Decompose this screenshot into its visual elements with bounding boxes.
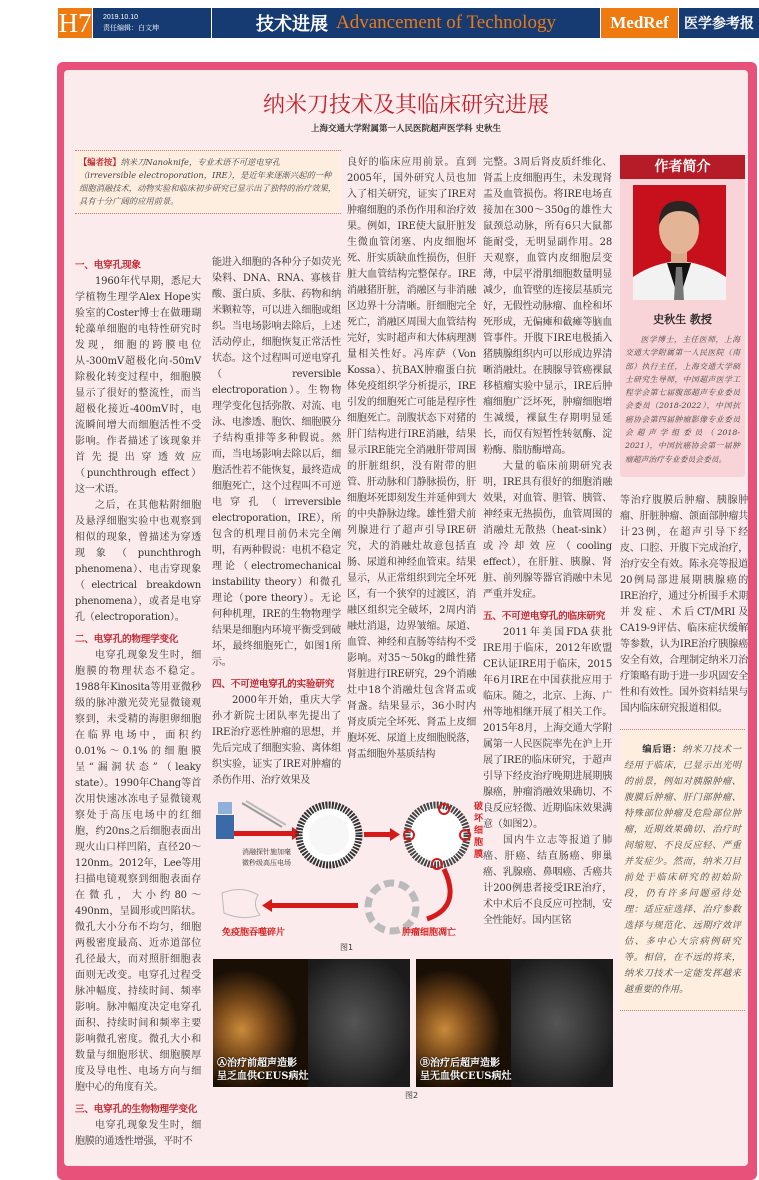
probe-label-line-1: 消融探针施加毫	[242, 848, 291, 856]
author-photo	[633, 185, 726, 300]
before-label-line-2: 呈乏血供CEUS病灶	[217, 1071, 309, 1082]
figure-1	[212, 797, 488, 955]
intact-cell-icon	[299, 805, 359, 865]
afterword	[620, 729, 745, 1011]
issue-date: 2019.10.10	[103, 14, 139, 21]
article-byline: 上海交通大学附属第一人民医院超声医学科 史秋生	[311, 124, 501, 134]
figure-2	[213, 959, 613, 1087]
editor-note-label: 【编者按】	[79, 157, 121, 167]
paragraph: 电穿孔现象发生时，细胞膜的物理状态不稳定。1988年Kinosita等用亚微秒级的脉冲激光荧光显微镜观察到，未受精的海胆卵细胞在临界电场中，面积约0.01%～0.1%的细胞膜呈“漏洞状态”（leaky state）。1990年Chang等首次用快速冰冻电子显微镜观察处于高压电场中的红细胞，约20ns之后细胞表面出现火山口样凹陷，直径20～120nm。2012年，Lee等用扫描电镜观察到细胞表面存在微孔，大小约80～490nm，呈圆形或凹陷状。微孔大小分布不均匀，细胞两极密度最高、近赤道部位孔径最大，而对照肝细胞表面则无改变。电穿孔过程受脉冲幅度、持续时间、频率影响。脉冲幅度决定电穿孔面积、持续时间和频率主要影响微孔密度。微孔大小和数量与细胞形状、细胞膜厚度及导电性、电场方向与细胞中心的角度有关。	[75, 650, 201, 1093]
ultrasound-machine-icon	[216, 802, 234, 839]
brand-logo: MedRef	[601, 8, 678, 38]
paragraph: 大量的临床前期研究表明，IRE具有很好的细胞消融效果，对血管、胆管、胰管、神经束无热损伤，血管周围的消融灶无散热（heat-sink）或冷却效应（cooling effect），在肝脏、胰腺、肾脏、前列腺等器官消融中未见严重并发症。	[483, 461, 612, 600]
paragraph: 等治疗腹膜后肿瘤、胰腺肿瘤、肝脏肿瘤、颌面部肿瘤共计23例，在超声引导下经皮、口腔、开腹下完成治疗，治疗安全有效。陈永亮等报道20例局部进展期胰腺癌的IRE治疗，通过分析围手术期并发症、术后CT/MRI及CA19-9评估、临床症状缓解等参数，认为IRE治疗胰腺癌安全有效，合理制定纳米刀治疗策略有助于进一步巩固安全性和有效性。国外资料结果与国内临床研究报道相似。	[620, 495, 748, 714]
section-title-cn: 技术进展	[256, 14, 329, 35]
article-title: 纳米刀技术及其临床研究进展	[262, 93, 549, 118]
column-1	[75, 258, 201, 1150]
ultrasound-image-before	[213, 959, 410, 1087]
issue-meta	[93, 8, 211, 38]
arrow-icon	[262, 899, 358, 912]
paragraph: 完整。3周后肾皮质纤维化、肾盂上皮细胞再生，未发现肾盂及血管损伤。将IRE电场直接加在300～350g的雄性大鼠颈总动脉，所有6只大鼠都能耐受，无明显副作用。28天观察，血管内皮细胞层变薄，中层平滑肌细胞数量明显减少，血管壁的连接层基质完好，无假性动脉瘤、血栓和坏死形成，无偏瘫和截瘫等脑血管事件。开腹下IRE电极插入猪胰腺组织内可以形成边界清晰消融灶。在胰腺导管癌裸鼠移植瘤实验中显示，IRE后肿瘤细胞广泛坏死，肿瘤细胞增生减缓，裸鼠生存期明显延长，而仅有短暂性转氨酶、淀粉酶、脂肪酶增高。	[483, 157, 612, 456]
paragraph: 良好的临床应用前景。直到2005年，国外研究人员也加入了相关研究，证实了IRE对肿瘤细胞的杀伤作用和治疗效果。例如，IRE使大鼠肝脏发生微血管闭塞、内皮细胞坏死、肝实质缺血性损伤，但肝脏大血管结构完整保存。IRE消融猪肝脏，消融区与非消融区边界十分清晰。肝细胞完全死亡，消融区周围大血管结构完好，实时超声和大体病理测量相关性好。冯库萨（Von Kossa）、抗BAX肿瘤蛋白抗体免疫组织学分析提示，IRE引发的细胞死亡可能是程序性细胞死亡。剖腹状态下对猪的肝门结构进行IRE消融，结果显示IRE能完全消融肝带周围的肝脏组织，没有附带的胆管、肝动脉和门静脉损伤，肝细胞坏死即刻发生并延伸到大的中央静脉边缘。雄性猎犬前列腺进行了超声引导IRE研究，犬的消融灶故意包括直肠、尿道和神经血管束。结果显示，从正常组织到完全坏死区，有一个狭窄的过渡区，消融区组织完全破坏，2周内消融灶消退，边界皱缩。尿道、血管、神经和直肠等结构不受影响。对35～50kg的雌性猪肾脏进行IRE研究，29个消融灶中18个消融灶包含肾盂或肾盏。结果显示，36小时内肾皮质完全坏死、肾盂上皮细胞坏死、尿道上皮细胞脱落，肾盂细胞外基质结构	[347, 157, 476, 760]
author-portrait-icon	[633, 185, 726, 300]
author-bio: 医学博士，主任医师，上海交通大学附属第一人民医院（南部）执行主任，上海交通大学硕士研究生导师，中国超声医学工程学会第七届腹部超声专业委员会委员（2018-2022），中国抗癌协会第四届肿瘤影像专业委员会超声学组委员（2018-2021），中国抗癌协会第一届肿瘤超声治疗专业委员会委员。	[625, 335, 740, 464]
afterword-label: 编后语：	[642, 744, 683, 755]
arrow-icon	[364, 828, 400, 841]
paragraph: 2011年美国FDA获批IRE用于临床，2012年欧盟CE认证IRE用于临床，2015年6月IRE在中国获批应用于临床。随之，北京、上海、广州等地相继开展了相关工作。2015年8月，上海交通大学附属第一人民医院率先在沪上开展了IRE的临床研究，于超声引导下经皮治疗晚期进展期胰腺癌，肿瘤消融效果确切、不良反应轻微、近期临床效果满意（如图2）。	[483, 627, 612, 830]
author-name: 史秋生 教授	[653, 313, 712, 326]
figure-1-caption: 图1	[340, 943, 354, 952]
probe-needles-icon	[242, 801, 286, 827]
figure-2-caption: 图2	[405, 1091, 419, 1100]
afterword-text: 纳米刀技术一经用于临床，已显示出光明的前景，例如对胰腺肿瘤、腹膜后肿瘤、肝门部肿瘤、特殊部位肿瘤及危险部位肿瘤，近期效果确切、治疗时间缩短、不良反应轻、严重并发症少。然而，纳米刀目前处于临床研究的初始阶段，仍有许多问题亟待处理：适应症选择、治疗参数选择与规范化、远期疗效评估、多中心大宗病例研究等。相信，在不远的将来，纳米刀技术一定能发挥越来越重要的作用。	[624, 744, 742, 995]
after-label-line-1: Ⓑ治疗后超声造影	[420, 1058, 500, 1069]
page-number: H7	[58, 7, 92, 38]
paragraph: 之后，在其他粘附细胞及悬浮细胞实验中也观察到相似的现象，曾描述为穿透现象（punchthrogh phenomena）、电击穿现象（electrical breakdown phenomena），或者是电穿孔（electroporation）。	[75, 500, 201, 623]
section-title	[212, 8, 600, 38]
paragraph: 能进入细胞的各种分子如荧光染料、DNA、RNA、寡核苷酸、蛋白质、多肽、药物和纳米颗粒等，可以进入细胞或组织。当电场影响去除后，上述活动停止，细胞恢复正常活性状态。这个过程叫可逆电穿孔（reversible electroporation）。生物物理学变化包括弥散、对流、电泳、电渗透、胞饮、细胞膜分子结构重排等多种假说。然而，当电场影响去除以后，细胞活性若不能恢复，最终造成细胞死亡，这个过程叫不可逆电穿孔（irreversible electroporation，IRE），所包含的机理目前仍未完全阐明，有两种假说：电机不稳定理论（electromechanical instability theory）和微孔理论（pore theory）。无论何种机理，IRE的生物物理学结果是细胞内环境平衡受到破坏，最终细胞死亡，如图1所示。	[212, 257, 341, 668]
paragraph: 2000年开始，重庆大学孙才新院士团队率先提出了IRE治疗恶性肿瘤的思想，并先后完成了细胞实验、离体组织实验，证实了IRE对肿瘤的杀伤作用、治疗效果及	[212, 695, 341, 786]
section-heading: 五、不可逆电穿孔的临床研究	[483, 611, 606, 622]
ultrasound-image-after	[416, 959, 613, 1087]
column-5	[620, 493, 748, 717]
debris-icon	[222, 889, 260, 917]
before-label	[217, 1057, 309, 1083]
author-heading: 作者简介	[620, 155, 745, 179]
responsible-editor: 责任编辑：白文坤	[103, 25, 159, 32]
editor-note-text: 纳米刀Nanoknife，专业术语不可逆电穿孔（irreversible electroporation，IRE），是近年来逐渐兴起的一种细胞消融技术，动物实验和临床初步研究已显示出了独特的治疗效果，具有十分广阔的应用前景。	[79, 157, 337, 206]
author-profile	[620, 155, 745, 477]
after-label-line-2: 呈无血供CEUS病灶	[420, 1071, 512, 1082]
section-heading: 二、电穿孔的物理学变化	[75, 634, 179, 645]
newspaper-name: 医学参考报	[679, 8, 759, 38]
damaged-cell-icon	[404, 804, 470, 869]
membrane-disruption-label: 破坏细胞膜	[474, 802, 484, 860]
phagocytosis-label: 免疫胞吞噬碎片	[222, 928, 286, 938]
section-heading: 四、不可逆电穿孔的实验研究	[212, 679, 335, 690]
section-title-en: Advancement of Technology	[336, 12, 556, 33]
curved-arrow-icon	[427, 869, 450, 919]
after-label	[420, 1057, 512, 1083]
section-heading: 三、电穿孔的生物物理学变化	[75, 1104, 198, 1115]
probe-label-line-2: 微秒级高压电场	[242, 859, 291, 867]
apoptosis-label: 肿瘤细胞凋亡	[402, 928, 457, 938]
probe-label	[242, 847, 291, 869]
editor-note	[75, 150, 341, 214]
arrow-icon	[234, 827, 302, 840]
column-3	[347, 155, 476, 763]
section-heading: 一、电穿孔现象	[75, 260, 141, 271]
paragraph: 1960年代早期，悉尼大学植物生理学Alex Hope实验室的Coster博士在做珊瑚轮藻单细胞的电特性研究时发现，细胞的跨膜电位从-300mV超极化向-50mV除极化转变过程中，细胞膜显示了很好的整流性，而当超极化接近-400mV时，电流瞬间增大而细胞活性不受影响。作者描述了该现象并首先提出穿透效应（punchthrough effect）这一术语。	[75, 276, 201, 495]
paragraph: 国内牛立志等报道了肺癌、肝癌、结直肠癌、卵巢癌、乳腺癌、鼻咽癌、舌癌共计200例患者接受IRE治疗，术中术后不良反应可控制，安全性能好。国内匡铭	[483, 835, 612, 926]
apoptotic-cell-icon	[368, 883, 416, 931]
column-2	[212, 255, 341, 789]
paragraph: 电穿孔现象发生时，细胞膜的通透性增强，平时不	[75, 1120, 201, 1147]
column-4	[483, 155, 612, 929]
before-label-line-1: Ⓐ治疗前超声造影	[217, 1058, 297, 1069]
